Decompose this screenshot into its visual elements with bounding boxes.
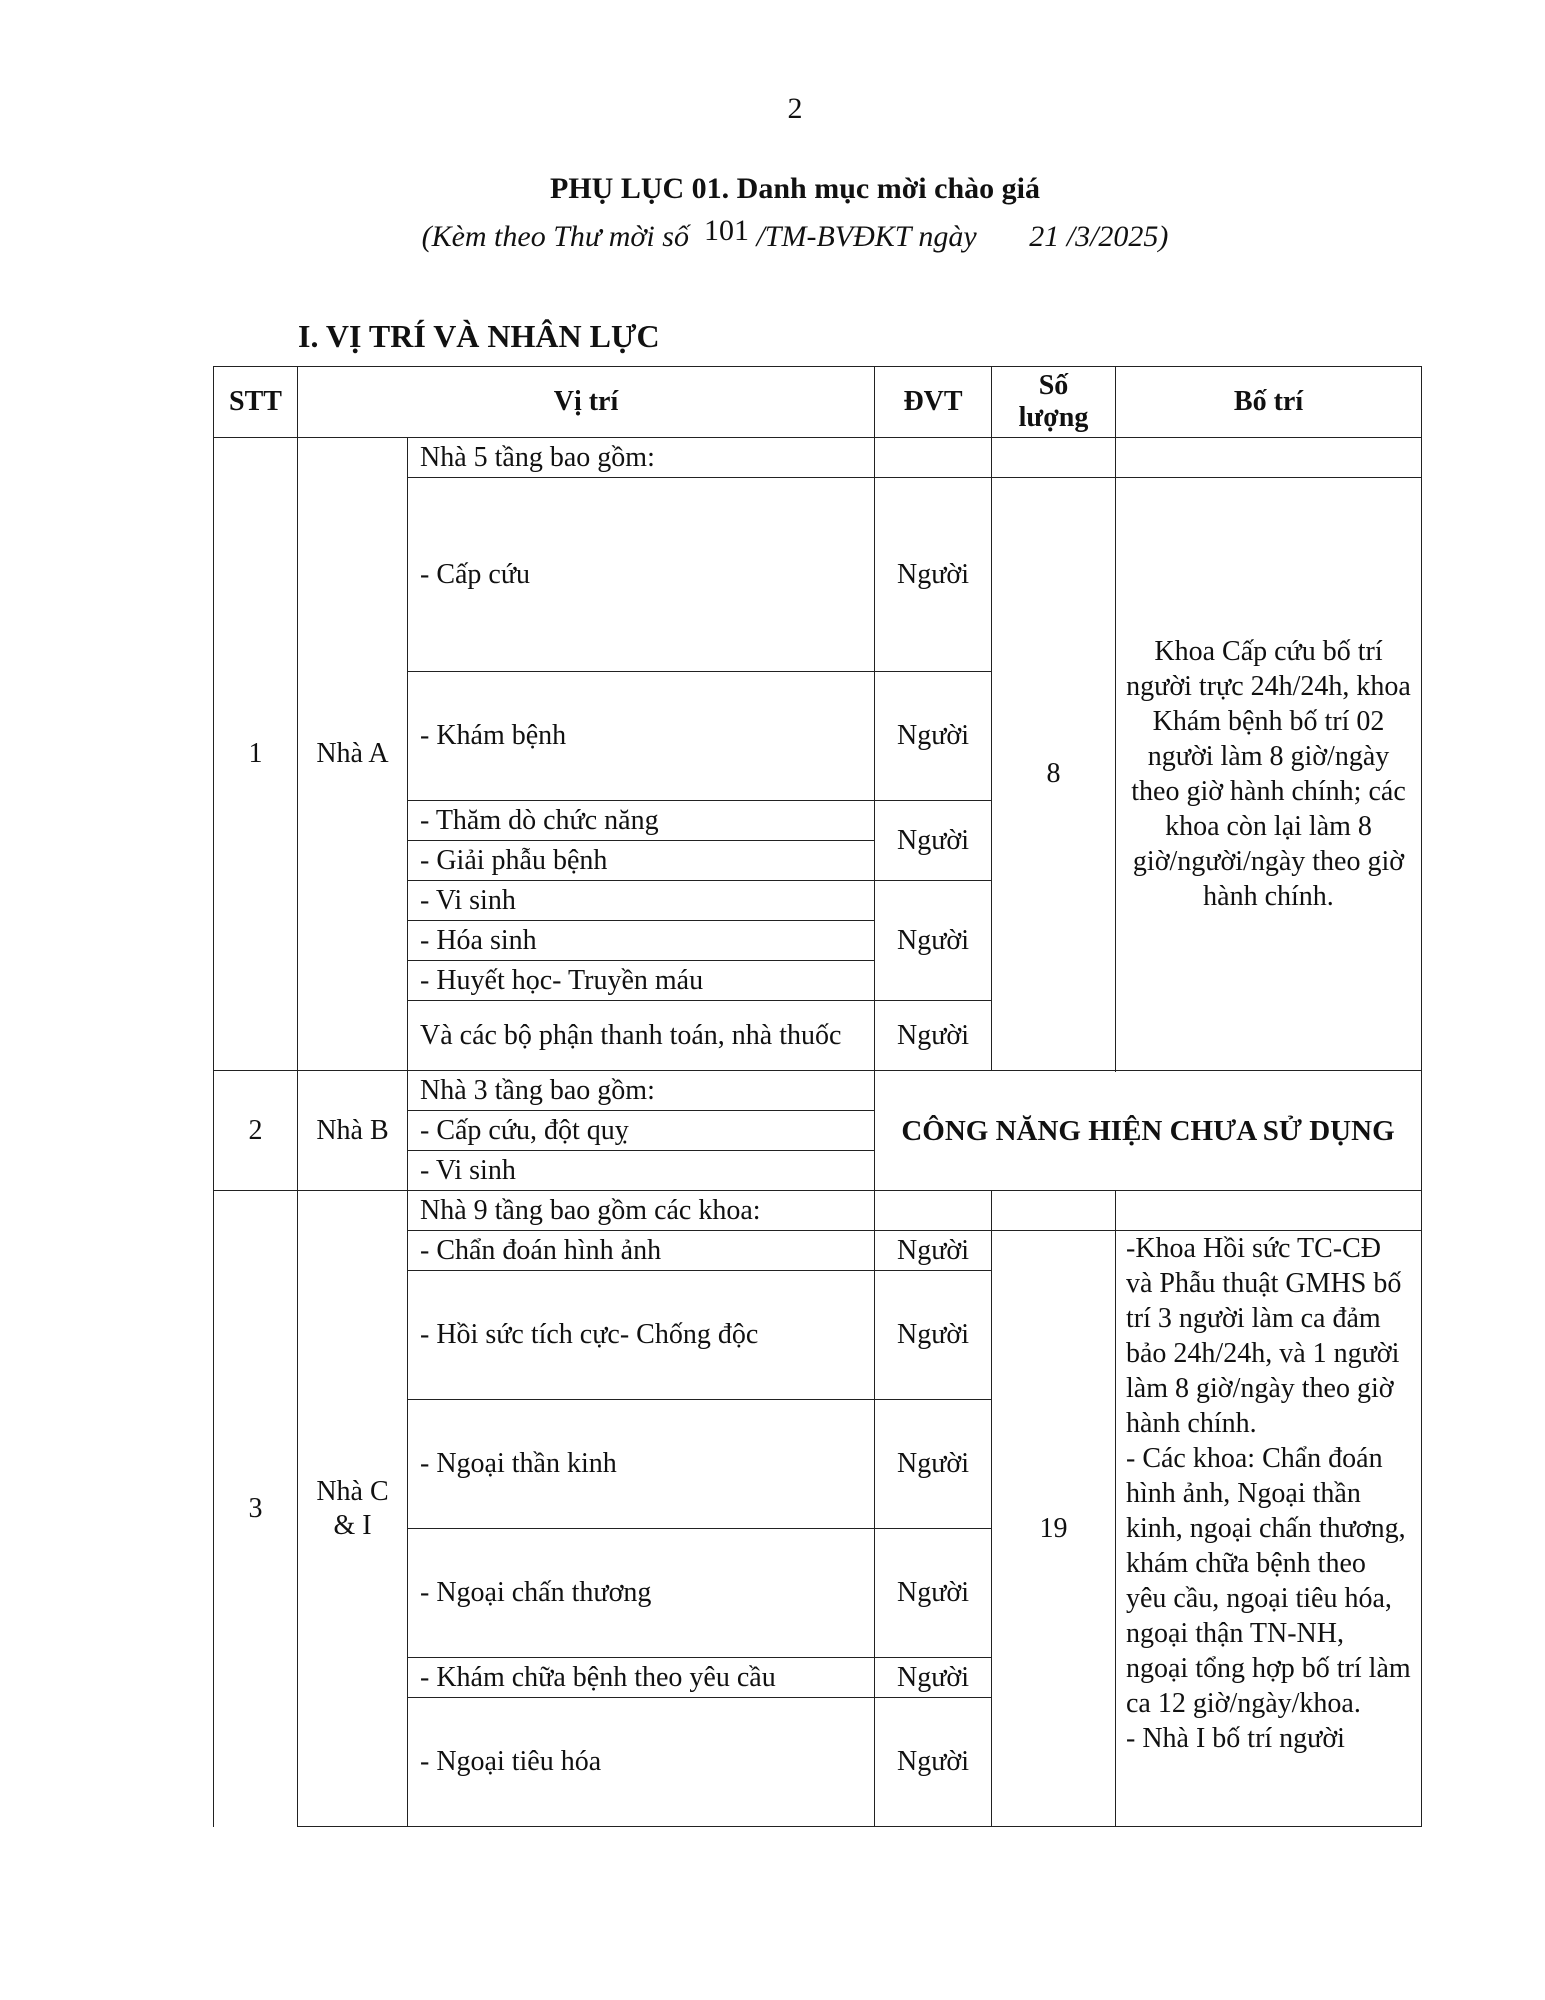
group1-item: - Khám bệnh — [408, 672, 875, 801]
group1-note: Khoa Cấp cứu bố trí người trực 24h/24h, khoa Khám bệnh bố trí 02 người làm 8 giờ/ngày theo giờ hành chính; các khoa còn lại làm 8 giờ/người/ngày theo giờ hành chính. — [1116, 478, 1422, 1071]
subtitle-middle: /TM-BVĐKT ngày — [756, 220, 977, 253]
group1-intro-note — [1116, 438, 1422, 478]
group3-intro-qty — [992, 1191, 1116, 1231]
group1-item: - Vi sinh — [408, 881, 875, 921]
group1-item: - Giải phẫu bệnh — [408, 841, 875, 881]
table-row — [214, 438, 1422, 478]
group3-note-line: - Các khoa: Chẩn đoán hình ảnh, Ngoại thần kinh, ngoại chấn thương, khám chữa bệnh theo yêu cầu, ngoại tiêu hóa, ngoại thận TN-NH, ngoại tổng hợp bố trí làm ca 12 giờ/ngày/khoa. — [1126, 1443, 1411, 1719]
group1-item: - Thăm dò chức năng — [408, 801, 875, 841]
document-title: PHỤ LỤC 01. Danh mục mời chào giá — [550, 172, 1040, 205]
group3-unit: Người — [875, 1400, 992, 1529]
header-arrangement: Bố trí — [1116, 367, 1422, 438]
subtitle-prefix: (Kèm theo Thư mời số — [421, 220, 689, 253]
group1-unit: Người — [875, 1001, 992, 1071]
group1-unit: Người — [875, 478, 992, 672]
group1-intro: Nhà 5 tầng bao gồm: — [408, 438, 875, 478]
table-header-row — [214, 367, 1422, 438]
group3-building: Nhà C & I — [298, 1191, 408, 1827]
group3-intro-note — [1116, 1191, 1422, 1231]
header-unit: ĐVT — [875, 367, 992, 438]
group2-status: CÔNG NĂNG HIỆN CHƯA SỬ DỤNG — [875, 1071, 1422, 1191]
group3-unit: Người — [875, 1231, 992, 1271]
header-stt: STT — [214, 367, 298, 438]
section-heading: I. VỊ TRÍ VÀ NHÂN LỰC — [298, 318, 660, 354]
group3-item: - Khám chữa bệnh theo yêu cầu — [408, 1658, 875, 1698]
staffing-table — [213, 366, 1422, 1827]
group1-intro-unit — [875, 438, 992, 478]
header-quantity: Số lượng — [992, 367, 1116, 438]
document-subtitle — [0, 214, 1545, 254]
group3-item: - Ngoại chấn thương — [408, 1529, 875, 1658]
group1-intro-qty — [992, 438, 1116, 478]
group2-intro: Nhà 3 tầng bao gồm: — [408, 1071, 875, 1111]
group3-unit: Người — [875, 1271, 992, 1400]
group3-unit: Người — [875, 1529, 992, 1658]
table-row — [214, 1191, 1422, 1231]
group1-unit: Người — [875, 881, 992, 1001]
table-row — [214, 1071, 1422, 1111]
group2-stt: 2 — [214, 1071, 298, 1191]
group3-intro: Nhà 9 tầng bao gồm các khoa: — [408, 1191, 875, 1231]
group2-item: - Cấp cứu, đột quỵ — [408, 1111, 875, 1151]
group1-stt: 1 — [214, 438, 298, 1071]
group3-note-line: -Khoa Hồi sức TC-CĐ và Phẫu thuật GMHS bố trí 3 người làm ca đảm bảo 24h/24h, và 1 người làm 8 giờ/ngày theo giờ hành chính. — [1126, 1233, 1402, 1439]
group1-item: - Hóa sinh — [408, 921, 875, 961]
group2-building: Nhà B — [298, 1071, 408, 1191]
group3-stt: 3 — [214, 1191, 298, 1827]
page-number: 2 — [787, 92, 803, 125]
group2-item: - Vi sinh — [408, 1151, 875, 1191]
subtitle-day: 21 — [1029, 220, 1060, 253]
group1-unit: Người — [875, 801, 992, 881]
group1-unit: Người — [875, 672, 992, 801]
group3-intro-unit — [875, 1191, 992, 1231]
group3-item: - Chẩn đoán hình ảnh — [408, 1231, 875, 1271]
group1-building: Nhà A — [298, 438, 408, 1071]
group3-quantity: 19 — [992, 1231, 1116, 1827]
group3-note-line: - Nhà I bố trí người — [1126, 1723, 1345, 1754]
group1-item: - Cấp cứu — [408, 478, 875, 672]
group3-note — [1116, 1231, 1422, 1827]
group1-item: Và các bộ phận thanh toán, nhà thuốc — [408, 1001, 875, 1071]
group3-unit: Người — [875, 1698, 992, 1827]
subtitle-number: 101 — [703, 214, 749, 247]
group1-item: - Huyết học- Truyền máu — [408, 961, 875, 1001]
group3-item: - Hồi sức tích cực- Chống độc — [408, 1271, 875, 1400]
group1-quantity: 8 — [992, 478, 1116, 1071]
group3-item: - Ngoại thần kinh — [408, 1400, 875, 1529]
subtitle-suffix: /3/2025) — [1066, 220, 1169, 253]
group3-item: - Ngoại tiêu hóa — [408, 1698, 875, 1827]
header-position: Vị trí — [298, 367, 875, 438]
group3-unit: Người — [875, 1658, 992, 1698]
